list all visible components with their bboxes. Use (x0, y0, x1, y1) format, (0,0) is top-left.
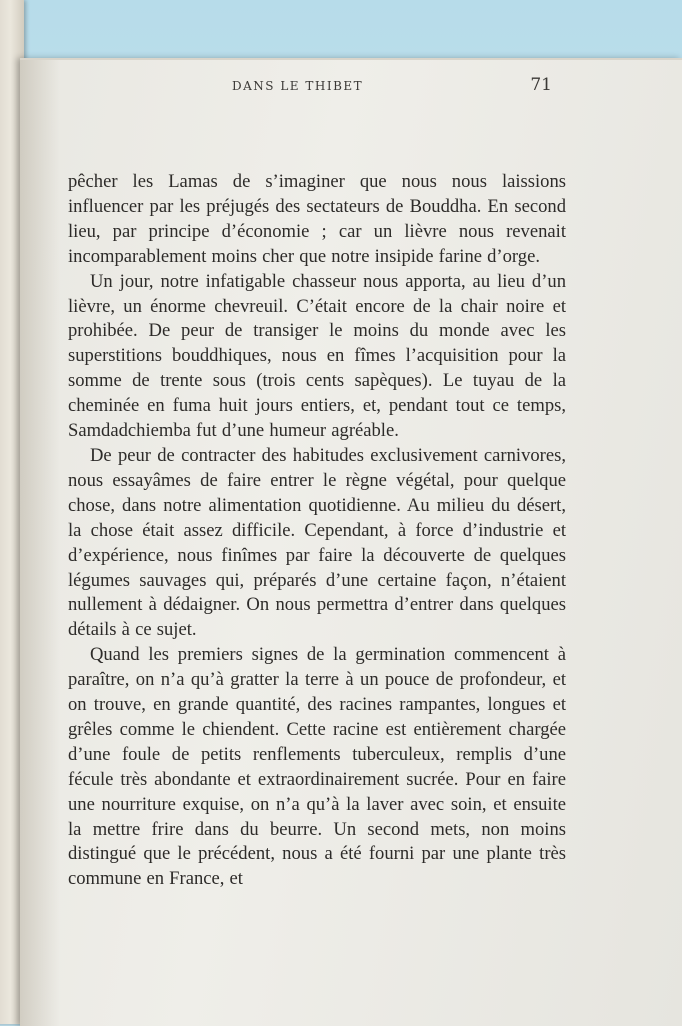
paragraph-continued: pêcher les Lamas de s’imaginer que nous nous laissions influencer par les préjugés des sectateurs de Bouddha. En second lieu, par principe d’économie ; car un lièvre nous revenait incomparablement moins cher que notre insipide farine d’orge. (68, 171, 566, 267)
paragraph-roots: Quand les premiers signes de la germination commencent à paraître, on n’a qu’à gratter la terre à un pouce de profondeur, et on trouve, en grande quantité, des racines rampantes, longues et grêles comme le chiendent. Cette racine est entièrement chargée d’une foule de petits renflements tuberculeux, remplis d’une fécule très abondante et extraordinairement sucrée. Pour en faire une nourriture exquise, on n’a qu’à la laver avec soin, et ensuite la mettre frire dans du beurre. Un second mets, non moins distingué que le précédent, nous a été fourni par une plante très commune en France, et (68, 644, 566, 890)
body-text (68, 170, 566, 892)
paragraph-chevreuil: Un jour, notre infatigable chasseur nous apporta, au lieu d’un lièvre, un énorme chevreuil. C’était encore de la chair noire et prohibée. De peur de transiger le moins du monde avec les superstitions bouddhiques, nous en fîmes l’acquisition pour la somme de trente sous (trois cents sapèques). Le tuyau de la cheminée en fuma huit jours entiers, et, pendant tout ce temps, Samdadchiemba fut d’une humeur agréable. (68, 270, 566, 442)
paragraph-vegetables: De peur de contracter des habitudes exclusivement carnivores, nous essayâmes de faire entrer le règne végétal, pour quelque chose, dans notre alimentation quotidienne. Au milieu du désert, la chose était assez difficile. Cependant, à force d’industrie et d’expérience, nous finîmes par faire la découverte de quelques légumes sauvages qui, préparés d’une certaine façon, n’étaient nullement à dédaigner. On nous permettra d’entrer dans quelques détails à ce sujet. (68, 444, 566, 641)
running-title: DANS LE THIBET (232, 79, 364, 93)
page-number: 71 (530, 75, 552, 95)
